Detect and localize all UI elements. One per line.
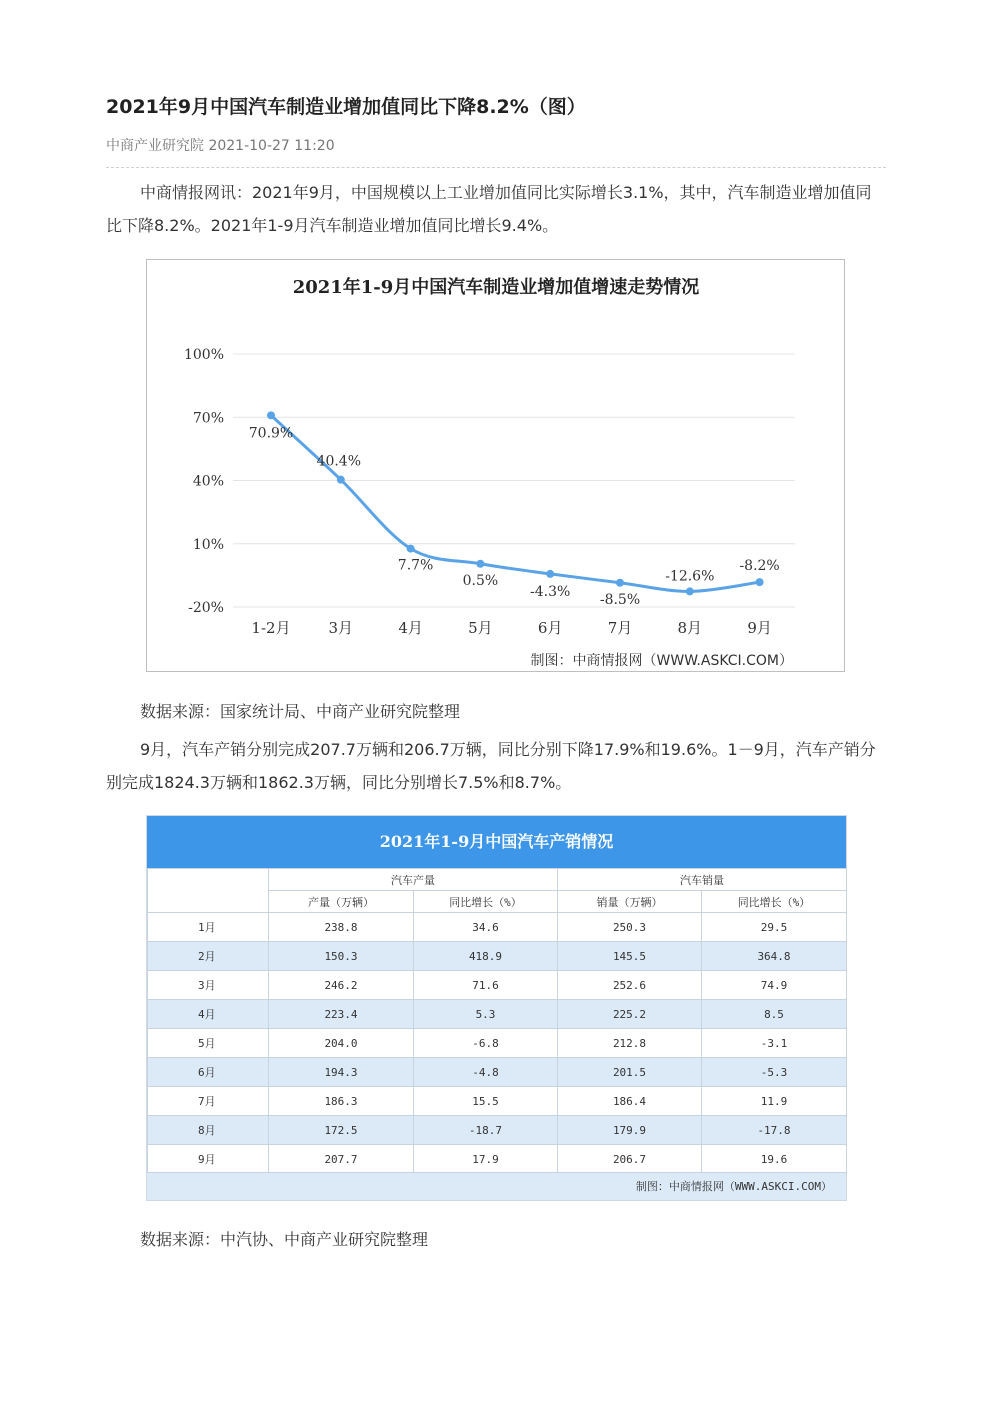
x-tick-label: 8月 (677, 619, 703, 637)
table-credit: 制图：中商情报网（WWW.ASKCI.COM） (147, 1172, 846, 1200)
data-label: -8.5% (599, 591, 641, 608)
data-point (546, 570, 554, 578)
table-row (148, 1029, 847, 1058)
data-label: 0.5% (462, 572, 499, 589)
table-corner-cell (148, 869, 269, 913)
row-month: 7月 (148, 1087, 269, 1116)
cell-sales: 212.8 (558, 1029, 702, 1058)
table-row (148, 1145, 847, 1174)
cell-prod-yoy: -6.8 (414, 1029, 558, 1058)
cell-sales-yoy: 29.5 (702, 913, 847, 942)
cell-sales-yoy: -5.3 (702, 1058, 847, 1087)
cell-sales: 225.2 (558, 1000, 702, 1029)
data-point (267, 411, 275, 419)
column-header: 同比增长（%） (414, 891, 558, 913)
group-header-production: 汽车产量 (269, 869, 558, 891)
divider (106, 167, 886, 168)
data-point (756, 578, 764, 586)
row-month: 6月 (148, 1058, 269, 1087)
cell-prod: 204.0 (269, 1029, 414, 1058)
table-row (148, 942, 847, 971)
data-point (686, 587, 694, 595)
data-point (476, 560, 484, 568)
row-month: 3月 (148, 971, 269, 1000)
data-label: 70.9% (248, 425, 294, 442)
cell-prod: 223.4 (269, 1000, 414, 1029)
paragraph-production: 9月，汽车产销分别完成207.7万辆和206.7万辆，同比分别下降17.9%和19.6%。1－9月，汽车产销分别完成1824.3万辆和1862.3万辆，同比分别增长7.5%和8.7%。 (106, 740, 876, 792)
y-tick-label: 70% (192, 410, 224, 427)
cell-sales: 186.4 (558, 1087, 702, 1116)
cell-sales: 250.3 (558, 913, 702, 942)
data-point (407, 545, 415, 553)
cell-sales: 252.6 (558, 971, 702, 1000)
x-tick-label: 7月 (607, 619, 633, 637)
cell-prod-yoy: 71.6 (414, 971, 558, 1000)
cell-prod-yoy: 418.9 (414, 942, 558, 971)
chart-title: 2021年1-9月中国汽车制造业增加值增速走势情况 (292, 277, 700, 298)
cell-sales-yoy: 364.8 (702, 942, 847, 971)
table-row (148, 971, 847, 1000)
cell-prod: 186.3 (269, 1087, 414, 1116)
row-month: 9月 (148, 1145, 269, 1174)
article-meta: 中商产业研究院 2021-10-27 11:20 (106, 138, 335, 154)
data-point (337, 476, 345, 484)
cell-prod-yoy: 17.9 (414, 1145, 558, 1174)
article-title: 2021年9月中国汽车制造业增加值同比下降8.2%（图） (106, 96, 586, 118)
line-chart-svg (147, 260, 846, 673)
cell-prod: 194.3 (269, 1058, 414, 1087)
table-row (148, 913, 847, 942)
x-tick-label: 5月 (468, 619, 493, 637)
group-header-sales: 汽车销量 (558, 869, 847, 891)
paragraph-intro: 中商情报网讯：2021年9月，中国规模以上工业增加值同比实际增长3.1%，其中，汽车制造业增加值同比下降8.2%。2021年1-9月汽车制造业增加值同比增长9.4%。 (106, 183, 872, 235)
line-chart (146, 259, 845, 672)
row-month: 5月 (148, 1029, 269, 1058)
table-row (148, 1058, 847, 1087)
y-tick-label: -20% (188, 600, 224, 616)
cell-sales: 201.5 (558, 1058, 702, 1087)
cell-sales-yoy: 8.5 (702, 1000, 847, 1029)
table-row (148, 1000, 847, 1029)
data-label: -12.6% (665, 568, 715, 585)
cell-prod: 207.7 (269, 1145, 414, 1174)
table-row (148, 1087, 847, 1116)
column-header: 同比增长（%） (702, 891, 847, 913)
cell-prod-yoy: 34.6 (414, 913, 558, 942)
production-sales-table (146, 815, 847, 1201)
cell-sales-yoy: -17.8 (702, 1116, 847, 1145)
data-source-note: 数据来源：国家统计局、中商产业研究院整理 (140, 702, 461, 721)
table-grid (147, 868, 847, 1174)
cell-sales: 179.9 (558, 1116, 702, 1145)
data-label: -4.3% (530, 583, 571, 600)
series-line (271, 415, 760, 591)
cell-prod: 246.2 (269, 971, 414, 1000)
cell-prod-yoy: -4.8 (414, 1058, 558, 1087)
cell-prod: 150.3 (269, 942, 414, 971)
row-month: 4月 (148, 1000, 269, 1029)
cell-sales-yoy: 11.9 (702, 1087, 847, 1116)
column-header: 销量（万辆） (558, 891, 702, 913)
cell-prod-yoy: 5.3 (414, 1000, 558, 1029)
cell-prod-yoy: 15.5 (414, 1087, 558, 1116)
data-label: 40.4% (316, 453, 362, 470)
table-title: 2021年1-9月中国汽车产销情况 (147, 816, 846, 868)
row-month: 2月 (148, 942, 269, 971)
x-tick-label: 9月 (747, 619, 772, 637)
cell-sales: 145.5 (558, 942, 702, 971)
cell-prod: 238.8 (269, 913, 414, 942)
cell-sales-yoy: 19.6 (702, 1145, 847, 1174)
row-month: 8月 (148, 1116, 269, 1145)
data-source-note-2: 数据来源：中汽协、中商产业研究院整理 (140, 1230, 429, 1249)
chart-credit: 制图：中商情报网（WWW.ASKCI.COM） (530, 653, 793, 669)
cell-sales-yoy: 74.9 (702, 971, 847, 1000)
cell-sales: 206.7 (558, 1145, 702, 1174)
data-point (616, 579, 624, 587)
row-month: 1月 (148, 913, 269, 942)
x-tick-label: 6月 (537, 619, 563, 637)
y-tick-label: 100% (183, 347, 224, 363)
column-header: 产量（万辆） (269, 891, 414, 913)
data-label: 7.7% (397, 557, 434, 574)
cell-prod-yoy: -18.7 (414, 1116, 558, 1145)
cell-sales-yoy: -3.1 (702, 1029, 847, 1058)
y-tick-label: 10% (192, 536, 224, 553)
data-label: -8.2% (739, 558, 780, 575)
table-row (148, 1116, 847, 1145)
y-tick-label: 40% (192, 473, 224, 490)
x-tick-label: 4月 (398, 619, 423, 637)
x-tick-label: 1-2月 (251, 619, 291, 637)
x-tick-label: 3月 (328, 619, 354, 637)
cell-prod: 172.5 (269, 1116, 414, 1145)
